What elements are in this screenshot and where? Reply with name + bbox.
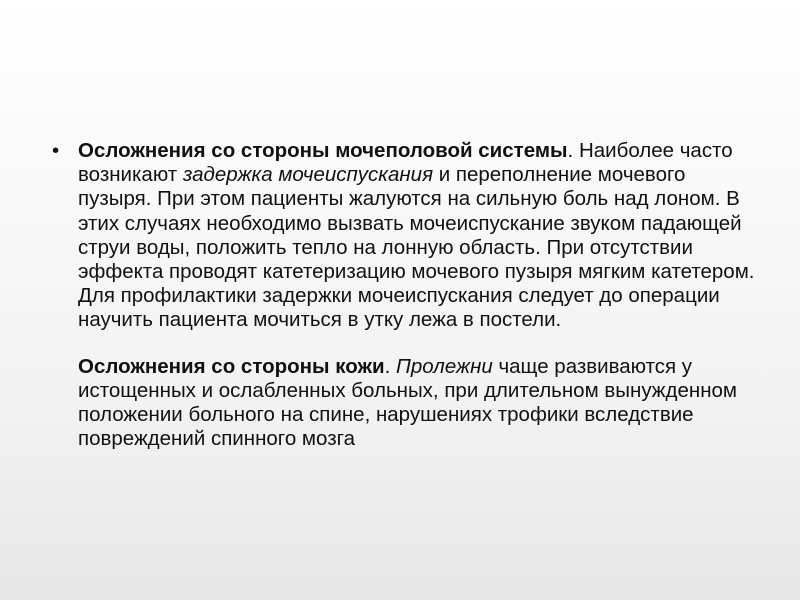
text-skin-b: чаще развиваются у истощенных и ослабленных больных, при длительном вынужденном положении больного на спине, нарушениях трофики вследствие повреждений спинного мозга <box>78 354 738 451</box>
heading-skin: Осложнения со стороны кожи <box>78 354 385 378</box>
heading-genitourinary-punct: . <box>567 139 579 162</box>
slide-body <box>52 139 757 451</box>
heading-genitourinary: Осложнения со стороны мочеполовой системы <box>78 139 568 162</box>
paragraph-skin <box>52 355 757 452</box>
bullet-paragraph-genitourinary <box>52 139 757 333</box>
text-genitourinary-b: и переполнение мочевого пузыря. При этом пациенты жалуются на сильную боль над лоном. В этих случаях необходимо вызвать мочеиспускание звуком падающей струи воды, положить тепло на лонную область. При отсутствии эффекта проводят катетеризацию мочевого пузыря мягким катетером. Для профилактики задержки мочеиспускания следует до операции научить пациента мочиться в утку лежа в постели. <box>78 163 755 332</box>
italic-urinary-retention: задержка мочеиспускания <box>182 163 434 187</box>
heading-skin-punct: . <box>384 354 397 378</box>
italic-bedsores: Пролежни <box>396 354 493 378</box>
bullet-icon: • <box>52 139 60 162</box>
text-genitourinary-a: Наиболее часто возникают <box>78 139 733 187</box>
